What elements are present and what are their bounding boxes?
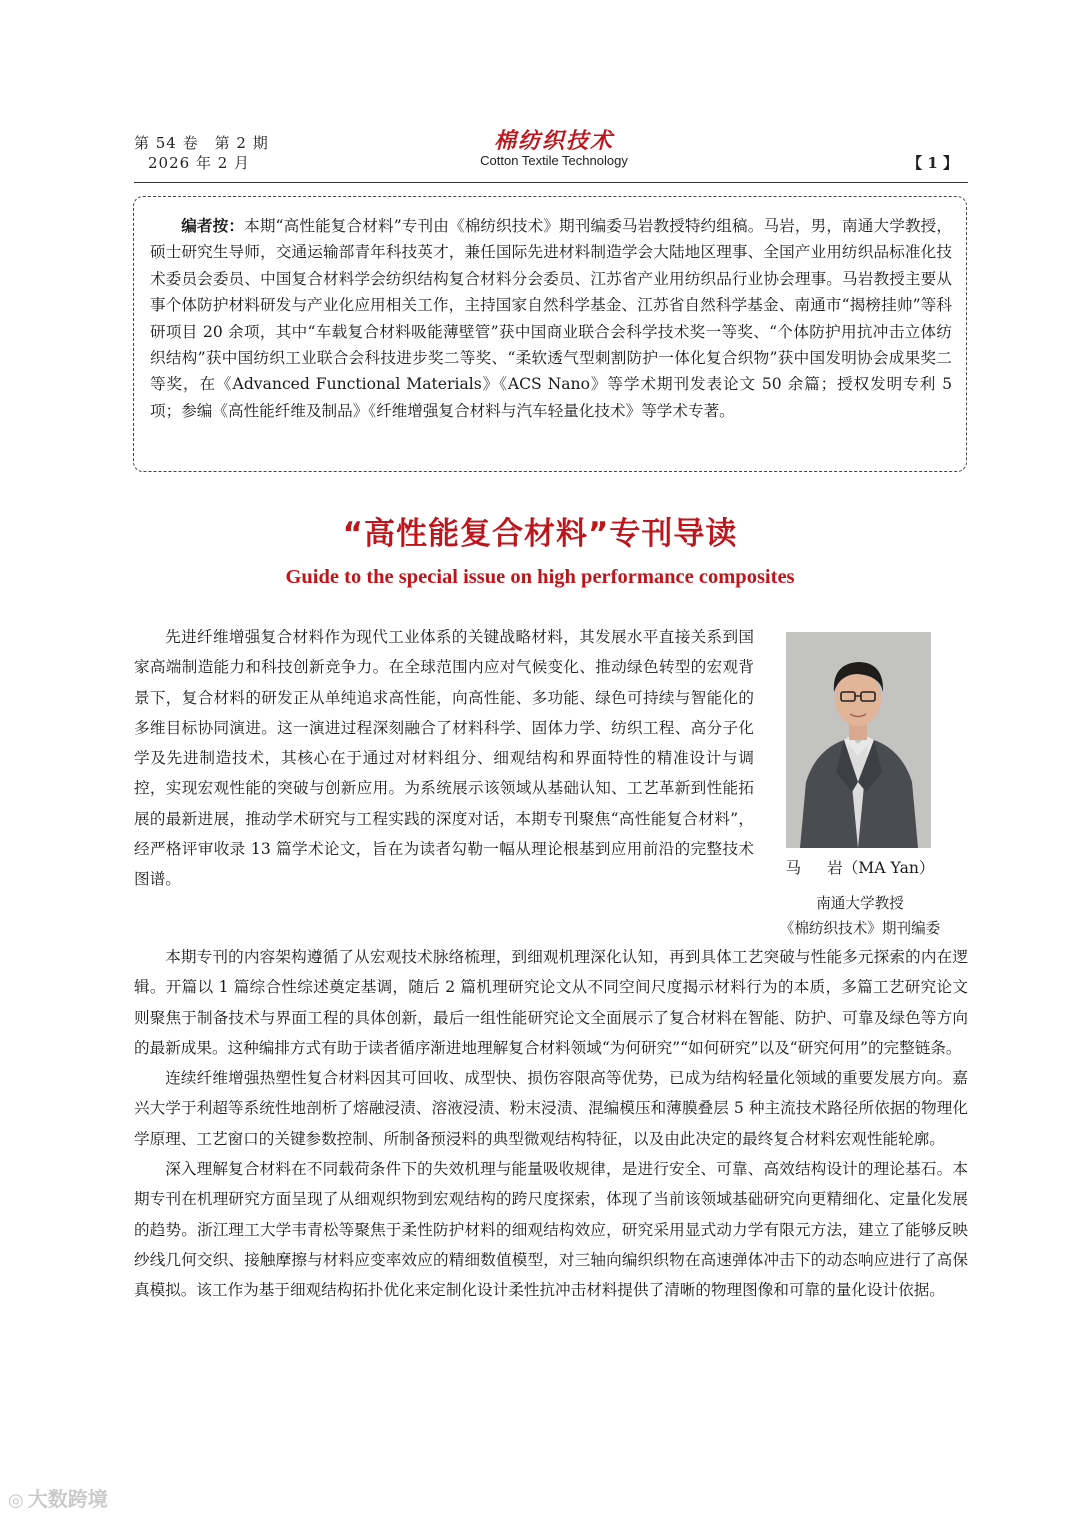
paragraph-2: 本期专刊的内容架构遵循了从宏观技术脉络梳理，到细观机理深化认知，再到具体工艺突破与性能多元探索的内在逻辑。开篇以 1 篇综合性综述奠定基调，随后 2 篇机理研究论文从不同空间尺度揭示材料行为的本质，多篇工艺研究论文则聚焦于制备技术与界面工程的具体创新，最后一组性能研究论文全面展示了复合材料在智能、防护、可靠及绿色等方向的最新成果。这种编排方式有助于读者循序渐进地理解复合材料领域“为何研究”“如何研究”以及“研究何用”的完整链条。	[134, 948, 968, 1057]
author-name-cn-1: 马	[785, 859, 802, 877]
editor-note-text: 本期“高性能复合材料”专刊由《棉纺织技术》期刊编委马岩教授特约组稿。马岩，男，南通大学教授，硕士研究生导师，交通运输部青年科技英才，兼任国际先进材料制造学会大陆地区理事、全国产业用纺织品标准化技术委员会委员、中国复合材料学会纺织结构复合材料分会委员、江苏省产业用纺织品行业协会理事。马岩教授主要从事个体防护材料研发与产业化应用相关工作，主持国家自然科学基金、江苏省自然科学基金、南通市“揭榜挂帅”等科研项目 20 余项，其中“车载复合材料吸能薄壁管”获中国商业联合会科学技术奖一等奖、“个体防护用抗冲击立体纺织结构”获中国纺织工业联合会科技进步奖二等奖、“柔软透气型刺割防护一体化复合织物”获中国发明协会成果奖二等奖，在《Advanced Functional Materials》《ACS Nano》等学术期刊发表论文 50 余篇；授权发明专利 5 项；参编《高性能纤维及制品》《纤维增强复合材料与汽车轻量化技术》等学术专著。	[150, 217, 952, 420]
editor-note	[150, 213, 952, 424]
portrait-illustration	[786, 632, 931, 848]
page-number: 【 1 】	[907, 154, 958, 172]
issue-date: 2026 年 2 月	[148, 154, 251, 172]
body-column-narrow	[134, 622, 754, 895]
body-column-full	[134, 942, 968, 1306]
watermark-logo-icon: ◎	[8, 1490, 24, 1511]
author-portrait-photo	[786, 632, 931, 848]
author-affiliation: 南通大学教授	[816, 895, 904, 912]
paragraph-3: 连续纤维增强热塑性复合材料因其可回收、成型快、损伤容限高等优势，已成为结构轻量化领域的重要发展方向。嘉兴大学于利超等系统性地剖析了熔融浸渍、溶液浸渍、粉末浸渍、混编模压和薄膜叠层 5 种主流技术路径所依据的物理化学原理、工艺窗口的关键参数控制、所制备预浸料的典型微观结构特征，以及由此决定的最终复合材料宏观性能轮廓。	[134, 1069, 968, 1148]
paragraph-4: 深入理解复合材料在不同载荷条件下的失效机理与能量吸收规律，是进行安全、可靠、高效结构设计的理论基石。本期专刊在机理研究方面呈现了从细观织物到宏观结构的跨尺度探索，体现了当前该领域基础研究向更精细化、定量化发展的趋势。浙江理工大学韦青松等聚焦于柔性防护材料的细观结构效应，研究采用显式动力学有限元方法，建立了能够反映纱线几何交织、接触摩擦与材料应变率效应的精细数值模型，对三轴向编织织物在高速弹体冲击下的动态响应进行了高保真模拟。该工作为基于细观结构拓扑优化来定制化设计柔性抗冲击材料提供了清晰的物理图像和可靠的量化设计依据。	[134, 1160, 968, 1300]
watermark	[8, 1483, 108, 1512]
journal-title-en: Cotton Textile Technology	[480, 153, 628, 168]
volume-issue: 第 54 卷 第 2 期	[134, 134, 269, 152]
editor-note-label: 编者按：	[181, 216, 245, 235]
article-title-cn: “高性能复合材料”专刊导读	[342, 516, 738, 552]
author-name-en: （MA Yan）	[842, 859, 935, 877]
article-title-en: Guide to the special issue on high performance composites	[285, 566, 795, 588]
author-role: 《棉纺织技术》期刊编委	[779, 920, 941, 937]
watermark-text: 大数跨境	[27, 1487, 108, 1511]
header-divider	[134, 182, 968, 183]
journal-title-cn: 棉纺织技术	[493, 128, 614, 154]
paragraph-1: 先进纤维增强复合材料作为现代工业体系的关键战略材料，其发展水平直接关系到国家高端制造能力和科技创新竞争力。在全球范围内应对气候变化、推动绿色转型的宏观背景下，复合材料的研发正从单纯追求高性能，向高性能、多功能、绿色可持续与智能化的多维目标协同演进。这一演进过程深刻融合了材料科学、固体力学、纺织工程、高分子化学及先进制造技术，其核心在于通过对材料组分、细观结构和界面特性的精准设计与调控，实现宏观性能的突破与创新应用。为系统展示该领域从基础认知、工艺革新到性能拓展的最新进展，推动学术研究与工程实践的深度对话，本期专刊聚焦“高性能复合材料”，经严格评审收录 13 篇学术论文，旨在为读者勾勒一幅从理论根基到应用前沿的完整技术图谱。	[134, 628, 754, 889]
page-header	[134, 130, 968, 180]
editor-note-box	[133, 196, 967, 472]
author-name-cn-2: 岩	[827, 859, 843, 877]
author-name-caption	[752, 856, 968, 878]
